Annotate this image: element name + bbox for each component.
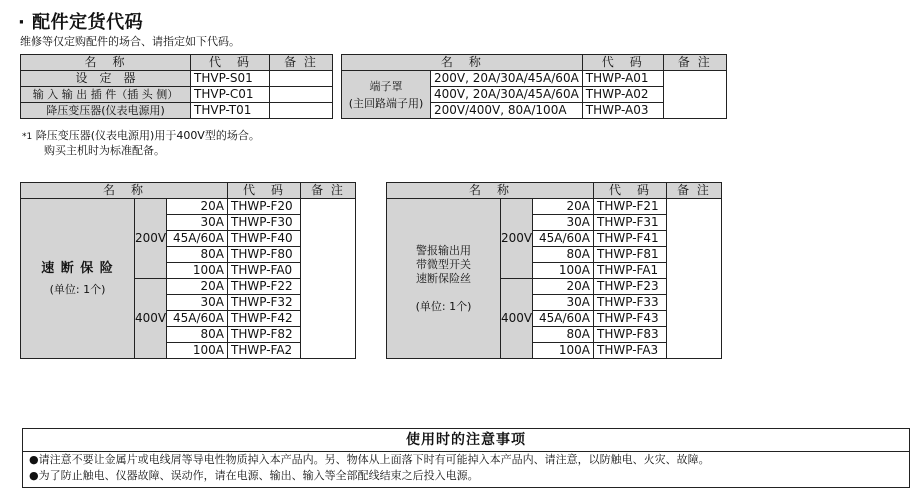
caution-title: 使用时的注意事项 bbox=[23, 429, 909, 452]
item-name: 设 定 器 bbox=[21, 71, 191, 87]
item-remark bbox=[270, 71, 333, 87]
item-remark bbox=[663, 71, 726, 119]
item-code: THWP-FA3 bbox=[594, 343, 667, 359]
item-remark bbox=[270, 87, 333, 103]
footnote bbox=[22, 129, 260, 158]
item-name: 输 入 输 出 插 件（插 头 侧） bbox=[21, 87, 191, 103]
caution-line-2 bbox=[23, 468, 909, 484]
caution-text-1: 请注意不要让金属片或电线屑等导电性物质掉入本产品内。另、物体从上面落下时有可能掉入本产品内、请注意，以防触电、火灾、故障。 bbox=[38, 453, 710, 466]
amp-cell: 100A bbox=[167, 263, 228, 279]
voltage-400v: 400V bbox=[135, 279, 167, 359]
item-code: THWP-F42 bbox=[228, 311, 301, 327]
item-code: THWP-F81 bbox=[594, 247, 667, 263]
footnote-line-2: 购买主机时为标准配备。 bbox=[44, 144, 165, 157]
header-remark: 备 注 bbox=[667, 183, 722, 199]
footnote-line-1 bbox=[22, 129, 260, 144]
amp-cell: 45A/60A bbox=[533, 311, 594, 327]
bullet-icon: ● bbox=[29, 469, 39, 482]
amp-cell: 45A/60A bbox=[533, 231, 594, 247]
amp-cell: 80A bbox=[167, 327, 228, 343]
terminal-cover-label: 端子罩 bbox=[369, 79, 403, 93]
item-code: THWP-F40 bbox=[228, 231, 301, 247]
caution-text-2: 为了防止触电、仪器故障、误动作，请在电源、输出、输入等全部配线结束之后投入电源。 bbox=[38, 469, 479, 482]
item-code: THWP-F83 bbox=[594, 327, 667, 343]
header-remark: 备 注 bbox=[270, 55, 333, 71]
item-code: THWP-F20 bbox=[228, 199, 301, 215]
table-row bbox=[21, 87, 333, 103]
voltage-200v: 200V bbox=[135, 199, 167, 279]
fuse-name-cell bbox=[21, 199, 135, 359]
alarm-fuse-name-3: 速断保险丝 bbox=[416, 271, 471, 285]
amp-cell: 80A bbox=[533, 247, 594, 263]
table-row bbox=[21, 103, 333, 119]
bullet-icon: ● bbox=[29, 453, 39, 466]
caution-line-1 bbox=[23, 452, 909, 468]
footnote-marker: *1 bbox=[22, 132, 33, 142]
item-code: THWP-F22 bbox=[228, 279, 301, 295]
item-remark bbox=[667, 199, 722, 359]
amp-cell: 20A bbox=[533, 199, 594, 215]
terminal-cover-name bbox=[342, 71, 431, 119]
item-code: THWP-FA0 bbox=[228, 263, 301, 279]
header-code: 代 码 bbox=[594, 183, 667, 199]
item-code: THWP-A01 bbox=[582, 71, 663, 87]
table-row bbox=[387, 199, 722, 215]
item-code: THWP-F43 bbox=[594, 311, 667, 327]
page-subtitle: 维修等仅定购配件的场合、请指定如下代码。 bbox=[20, 35, 240, 48]
header-code: 代 码 bbox=[191, 55, 270, 71]
item-code: THWP-F21 bbox=[594, 199, 667, 215]
item-remark bbox=[270, 103, 333, 119]
header-name: 名 称 bbox=[342, 55, 583, 71]
amp-cell: 80A bbox=[167, 247, 228, 263]
fuse-table bbox=[20, 182, 356, 359]
caution-box bbox=[22, 428, 910, 488]
item-code: THVP-S01 bbox=[191, 71, 270, 87]
item-code: THVP-C01 bbox=[191, 87, 270, 103]
item-code: THWP-F33 bbox=[594, 295, 667, 311]
amp-cell: 20A bbox=[533, 279, 594, 295]
header-name: 名 称 bbox=[21, 55, 191, 71]
amp-cell: 100A bbox=[533, 343, 594, 359]
table-header-row bbox=[21, 55, 333, 71]
terminal-cover-note: (主回路端子用) bbox=[348, 96, 424, 110]
voltage-400v: 400V bbox=[501, 279, 533, 359]
header-name: 名 称 bbox=[21, 183, 228, 199]
fuse-name: 速 断 保 险 bbox=[41, 260, 114, 276]
header-code: 代 码 bbox=[228, 183, 301, 199]
alarm-fuse-unit: (单位: 1个) bbox=[415, 299, 472, 313]
item-code: THWP-FA1 bbox=[594, 263, 667, 279]
page-title: · 配件定货代码 bbox=[18, 12, 144, 33]
alarm-fuse-name-2: 带微型开关 bbox=[416, 257, 471, 271]
header-remark: 备 注 bbox=[301, 183, 356, 199]
item-spec: 400V, 20A/30A/45A/60A bbox=[431, 87, 583, 103]
item-code: THWP-FA2 bbox=[228, 343, 301, 359]
item-code: THVP-T01 bbox=[191, 103, 270, 119]
alarm-fuse-name-1: 警报输出用 bbox=[416, 243, 471, 257]
amp-cell: 20A bbox=[167, 199, 228, 215]
item-spec: 200V/400V, 80A/100A bbox=[431, 103, 583, 119]
amp-cell: 30A bbox=[167, 295, 228, 311]
footnote-text-1: 降压变压器(仪表电源用)用于400V型的场合。 bbox=[35, 129, 260, 142]
alarm-fuse-name-cell bbox=[387, 199, 501, 359]
item-code: THWP-F80 bbox=[228, 247, 301, 263]
table-row bbox=[21, 71, 333, 87]
accessory-table-1 bbox=[20, 54, 333, 119]
item-code: THWP-F32 bbox=[228, 295, 301, 311]
header-remark: 备 注 bbox=[663, 55, 726, 71]
amp-cell: 80A bbox=[533, 327, 594, 343]
amp-cell: 30A bbox=[533, 215, 594, 231]
table-row bbox=[21, 199, 356, 215]
table-row bbox=[342, 71, 727, 87]
amp-cell: 100A bbox=[167, 343, 228, 359]
table-header-row bbox=[21, 183, 356, 199]
amp-cell: 45A/60A bbox=[167, 231, 228, 247]
item-name: 降压变压器(仪表电源用) bbox=[21, 103, 191, 119]
amp-cell: 45A/60A bbox=[167, 311, 228, 327]
item-code: THWP-F82 bbox=[228, 327, 301, 343]
item-code: THWP-F31 bbox=[594, 215, 667, 231]
amp-cell: 20A bbox=[167, 279, 228, 295]
item-code: THWP-A03 bbox=[582, 103, 663, 119]
fuse-unit: (单位: 1个) bbox=[49, 282, 106, 296]
item-remark bbox=[301, 199, 356, 359]
header-name: 名 称 bbox=[387, 183, 594, 199]
table-header-row bbox=[342, 55, 727, 71]
item-code: THWP-F30 bbox=[228, 215, 301, 231]
alarm-fuse-table bbox=[386, 182, 722, 359]
header-code: 代 码 bbox=[582, 55, 663, 71]
amp-cell: 30A bbox=[167, 215, 228, 231]
amp-cell: 30A bbox=[533, 295, 594, 311]
voltage-200v: 200V bbox=[501, 199, 533, 279]
accessory-table-2 bbox=[341, 54, 727, 119]
item-code: THWP-F23 bbox=[594, 279, 667, 295]
table-header-row bbox=[387, 183, 722, 199]
amp-cell: 100A bbox=[533, 263, 594, 279]
item-spec: 200V, 20A/30A/45A/60A bbox=[431, 71, 583, 87]
item-code: THWP-A02 bbox=[582, 87, 663, 103]
item-code: THWP-F41 bbox=[594, 231, 667, 247]
